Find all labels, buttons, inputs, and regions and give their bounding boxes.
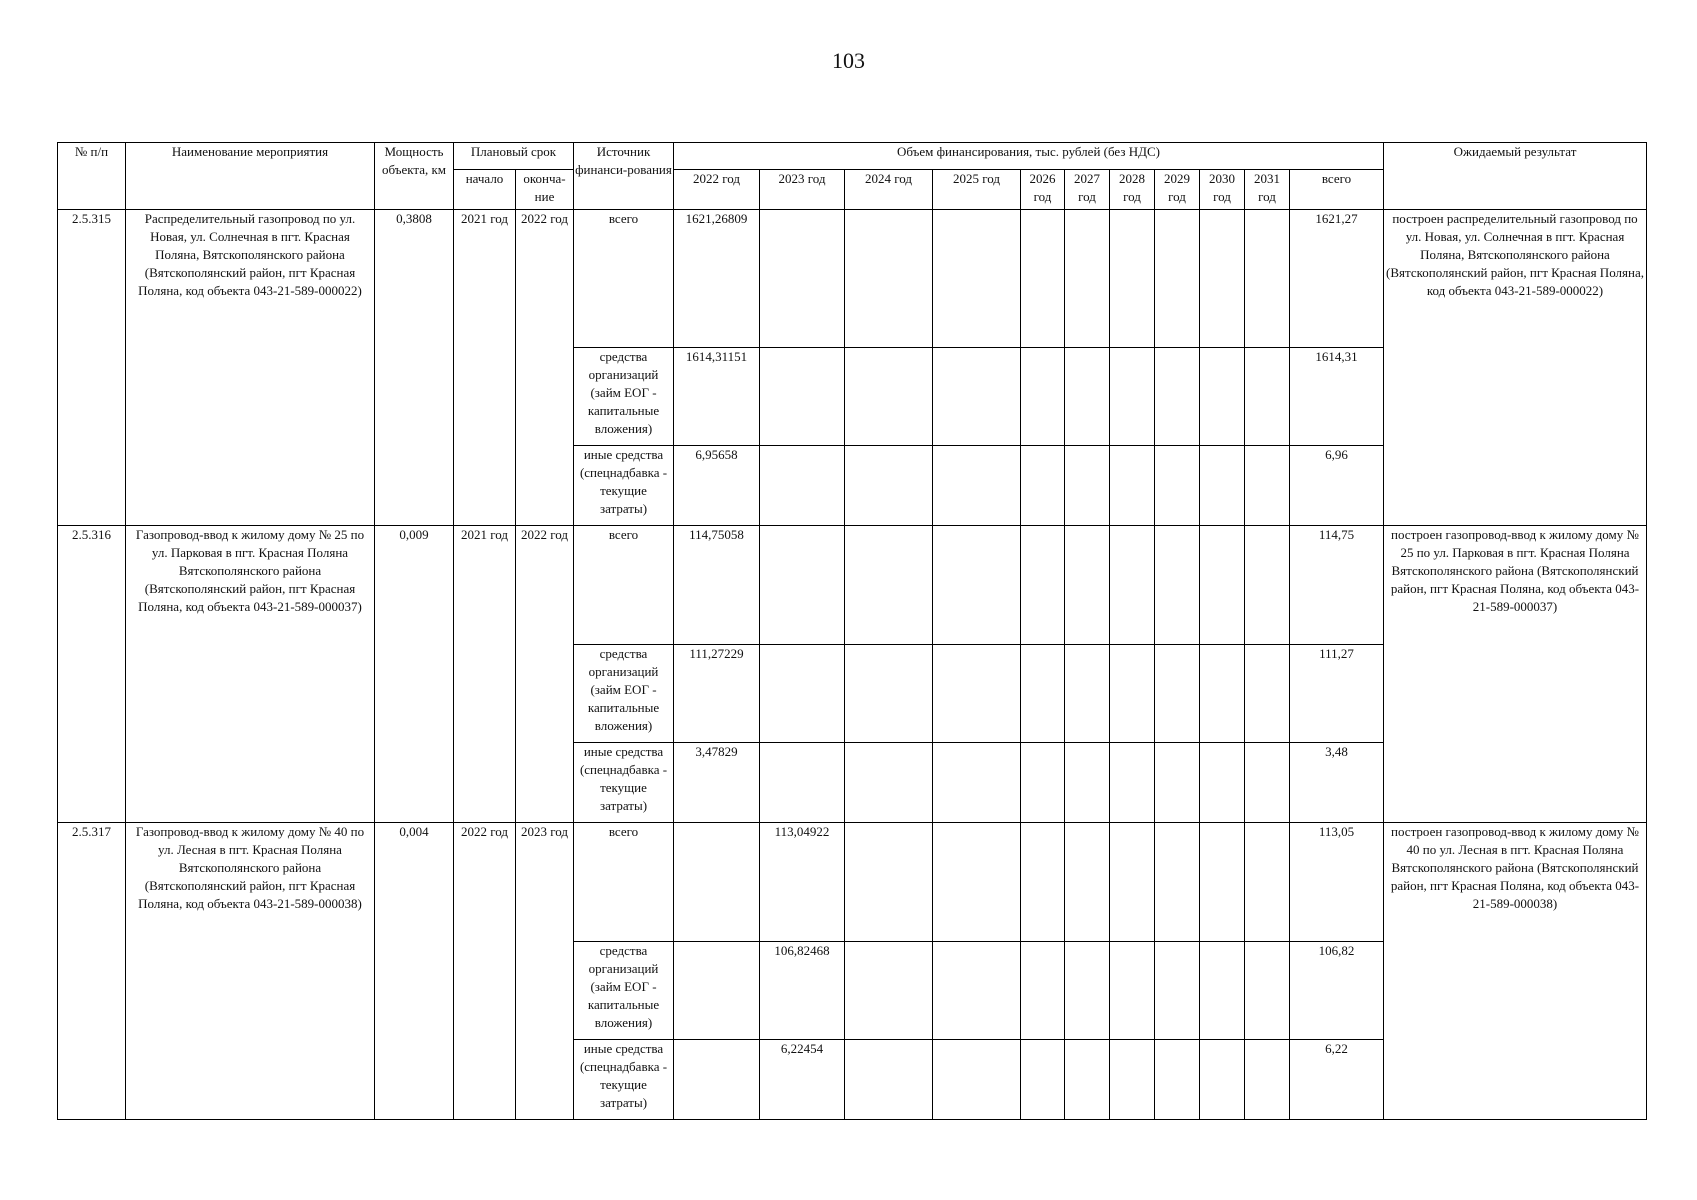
- cell-2022: 3,47829: [674, 743, 760, 823]
- cell-name: Распределительный газопровод по ул. Новая, ул. Солнечная в пгт. Красная Поляна, Вятскополянского района (Вятскополянский район, пгт Красная Поляна, код объекта 043-21-589-000022): [126, 210, 375, 526]
- col-header-result: Ожидаемый результат: [1384, 143, 1647, 210]
- cell-source: средства организаций (займ ЕОГ - капитальные вложения): [574, 942, 674, 1040]
- cell-2022: 111,27229: [674, 645, 760, 743]
- col-header-volume: Объем финансирования, тыс. рублей (без НДС): [674, 143, 1384, 170]
- page-number: 103: [832, 48, 865, 73]
- col-header-num: № п/п: [58, 143, 126, 210]
- cell-source: иные средства (спецнадбавка - текущие затраты): [574, 446, 674, 526]
- col-header-year: 2023 год: [760, 170, 845, 210]
- cell-2022: 114,75058: [674, 526, 760, 645]
- cell-2023: 113,04922: [760, 823, 845, 942]
- cell-num: 2.5.316: [58, 526, 126, 823]
- cell-source: иные средства (спецнадбавка - текущие затраты): [574, 743, 674, 823]
- col-header-term: Плановый срок: [454, 143, 574, 170]
- cell-2022: [674, 823, 760, 942]
- col-header-year: 2031 год: [1245, 170, 1290, 210]
- table-row: [58, 526, 1647, 645]
- table-row: [58, 823, 1647, 942]
- cell-source: всего: [574, 823, 674, 942]
- cell-num: 2.5.315: [58, 210, 126, 526]
- cell-total: 3,48: [1290, 743, 1384, 823]
- cell-2022: 1621,26809: [674, 210, 760, 348]
- cell-name: Газопровод-ввод к жилому дому № 25 по ул. Парковая в пгт. Красная Поляна Вятскополянского района (Вятскополянский район, пгт Красная Поляна, код объекта 043-21-589-000037): [126, 526, 375, 823]
- cell-2023: [760, 526, 845, 645]
- cell-total: 1621,27: [1290, 210, 1384, 348]
- col-header-year: 2026 год: [1021, 170, 1065, 210]
- cell-source: средства организаций (займ ЕОГ - капитальные вложения): [574, 645, 674, 743]
- cell-result: построен газопровод-ввод к жилому дому № 25 по ул. Парковая в пгт. Красная Поляна Вятскополянского района (Вятскополянский район, пгт Красная Поляна, код объекта 043-21-589-000037): [1384, 526, 1647, 823]
- col-header-year: 2029 год: [1155, 170, 1200, 210]
- col-header-year: 2027 год: [1065, 170, 1110, 210]
- cell-2023: [760, 210, 845, 348]
- cell-name: Газопровод-ввод к жилому дому № 40 по ул. Лесная в пгт. Красная Поляна Вятскополянского района (Вятскополянский район, пгт Красная Поляна, код объекта 043-21-589-000038): [126, 823, 375, 1120]
- cell-total: 111,27: [1290, 645, 1384, 743]
- cell-source: всего: [574, 526, 674, 645]
- cell-total: 106,82: [1290, 942, 1384, 1040]
- cell-total: 1614,31: [1290, 348, 1384, 446]
- cell-result: построен газопровод-ввод к жилому дому № 40 по ул. Лесная в пгт. Красная Поляна Вятскополянского района (Вятскополянский район, пгт Красная Поляна, код объекта 043-21-589-000038): [1384, 823, 1647, 1120]
- cell-2022: [674, 1040, 760, 1120]
- cell-2023: [760, 743, 845, 823]
- col-header-name: Наименование мероприятия: [126, 143, 375, 210]
- cell-end: 2023 год: [516, 823, 574, 1120]
- table-row: [58, 210, 1647, 348]
- cell-start: 2022 год: [454, 823, 516, 1120]
- col-header-year: 2028 год: [1110, 170, 1155, 210]
- cell-total: 114,75: [1290, 526, 1384, 645]
- col-header-start: начало: [454, 170, 516, 210]
- financing-table: [57, 142, 1647, 1120]
- cell-total: 6,22: [1290, 1040, 1384, 1120]
- col-header-total: всего: [1290, 170, 1384, 210]
- cell-source: иные средства (спецнадбавка - текущие затраты): [574, 1040, 674, 1120]
- cell-num: 2.5.317: [58, 823, 126, 1120]
- col-header-end: оконча-ние: [516, 170, 574, 210]
- col-header-source: Источник финанси-рования: [574, 143, 674, 210]
- cell-start: 2021 год: [454, 210, 516, 526]
- cell-2023: 6,22454: [760, 1040, 845, 1120]
- cell-result: построен распределительный газопровод по ул. Новая, ул. Солнечная в пгт. Красная Поляна, Вятскополянского района (Вятскополянский район, пгт Красная Поляна, код объекта 043-21-589-000022): [1384, 210, 1647, 526]
- cell-source: средства организаций (займ ЕОГ - капитальные вложения): [574, 348, 674, 446]
- cell-capacity: 0,009: [375, 526, 454, 823]
- cell-2022: [674, 942, 760, 1040]
- col-header-capacity: Мощность объекта, км: [375, 143, 454, 210]
- cell-2023: 106,82468: [760, 942, 845, 1040]
- col-header-year: 2022 год: [674, 170, 760, 210]
- cell-total: 6,96: [1290, 446, 1384, 526]
- col-header-year: 2024 год: [845, 170, 933, 210]
- cell-capacity: 0,004: [375, 823, 454, 1120]
- cell-2023: [760, 348, 845, 446]
- cell-2022: 6,95658: [674, 446, 760, 526]
- cell-2023: [760, 645, 845, 743]
- cell-2022: 1614,31151: [674, 348, 760, 446]
- cell-2023: [760, 446, 845, 526]
- cell-end: 2022 год: [516, 210, 574, 526]
- col-header-year: 2030 год: [1200, 170, 1245, 210]
- cell-source: всего: [574, 210, 674, 348]
- cell-total: 113,05: [1290, 823, 1384, 942]
- cell-start: 2021 год: [454, 526, 516, 823]
- cell-capacity: 0,3808: [375, 210, 454, 526]
- cell-end: 2022 год: [516, 526, 574, 823]
- col-header-year: 2025 год: [933, 170, 1021, 210]
